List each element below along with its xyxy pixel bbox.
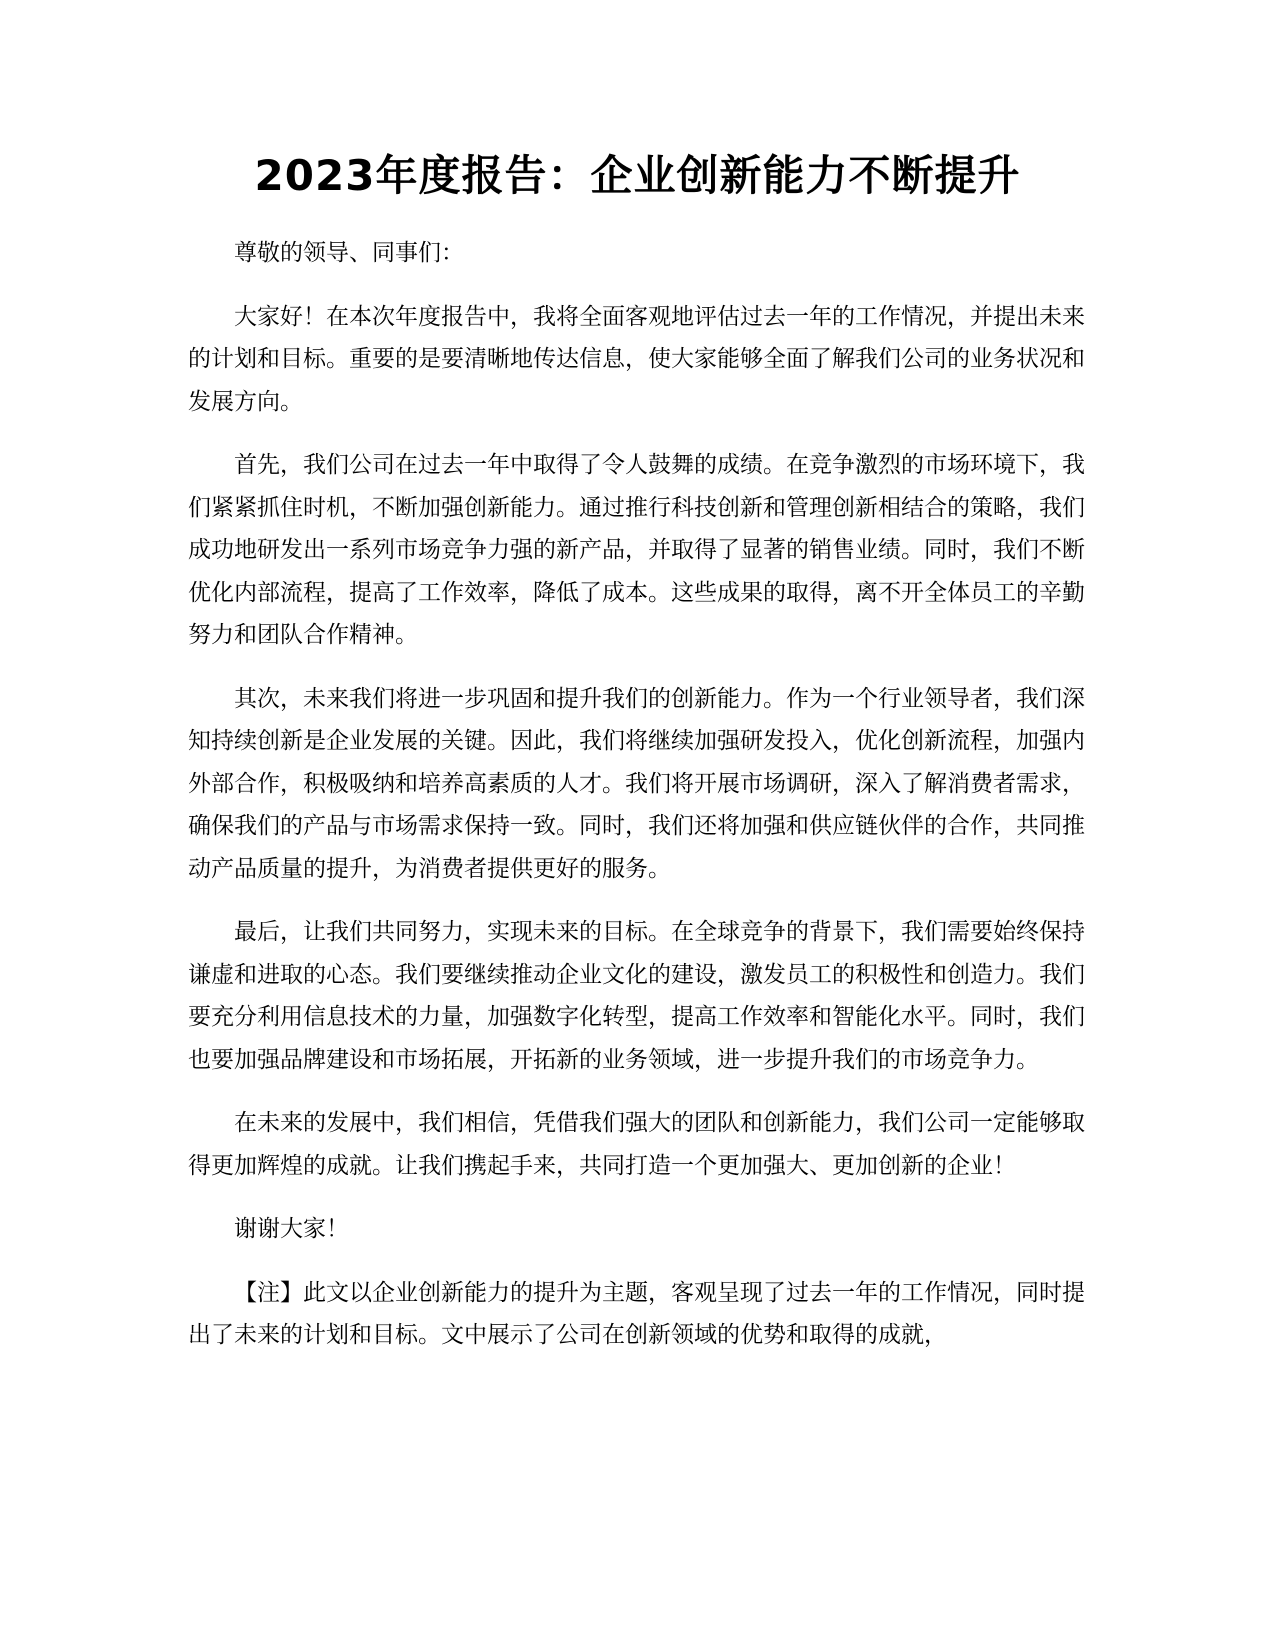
document-body	[188, 232, 1085, 1378]
document-title: 2023年度报告：企业创新能力不断提升	[254, 151, 1021, 200]
future-plans-paragraph: 其次，未来我们将进一步巩固和提升我们的创新能力。作为一个行业领导者，我们深知持续创新是企业发展的关键。因此，我们将继续加强研发投入，优化创新流程，加强内外部合作，积极吸纳和培养高素质的人才。我们将开展市场调研，深入了解消费者需求，确保我们的产品与市场需求保持一致。同时，我们还将加强和供应链伙伴的合作，共同推动产品质量的提升，为消费者提供更好的服务。	[188, 685, 1085, 882]
intro-paragraph: 大家好！在本次年度报告中，我将全面客观地评估过去一年的工作情况，并提出未来的计划和目标。重要的是要清晰地传达信息，使大家能够全面了解我们公司的业务状况和发展方向。	[188, 303, 1085, 415]
outlook-paragraph: 在未来的发展中，我们相信，凭借我们强大的团队和创新能力，我们公司一定能够取得更加辉煌的成就。让我们携起手来，共同打造一个更加强大、更加创新的企业！	[188, 1110, 1085, 1179]
salutation-paragraph: 尊敬的领导、同事们：	[234, 240, 464, 266]
goals-paragraph: 最后，让我们共同努力，实现未来的目标。在全球竞争的背景下，我们需要始终保持谦虚和进取的心态。我们要继续推动企业文化的建设，激发员工的积极性和创造力。我们要充分利用信息技术的力量，加强数字化转型，提高工作效率和智能化水平。同时，我们也要加强品牌建设和市场拓展，开拓新的业务领域，进一步提升我们的市场竞争力。	[188, 919, 1085, 1073]
thanks-paragraph: 谢谢大家！	[234, 1216, 349, 1242]
achievements-paragraph: 首先，我们公司在过去一年中取得了令人鼓舞的成绩。在竞争激烈的市场环境下，我们紧紧抓住时机，不断加强创新能力。通过推行科技创新和管理创新相结合的策略，我们成功地研发出一系列市场竞争力强的新产品，并取得了显著的销售业绩。同时，我们不断优化内部流程，提高了工作效率，降低了成本。这些成果的取得，离不开全体员工的辛勤努力和团队合作精神。	[188, 452, 1085, 648]
note-paragraph: 【注】此文以企业创新能力的提升为主题，客观呈现了过去一年的工作情况，同时提出了未来的计划和目标。文中展示了公司在创新领域的优势和取得的成就，	[188, 1279, 1085, 1348]
